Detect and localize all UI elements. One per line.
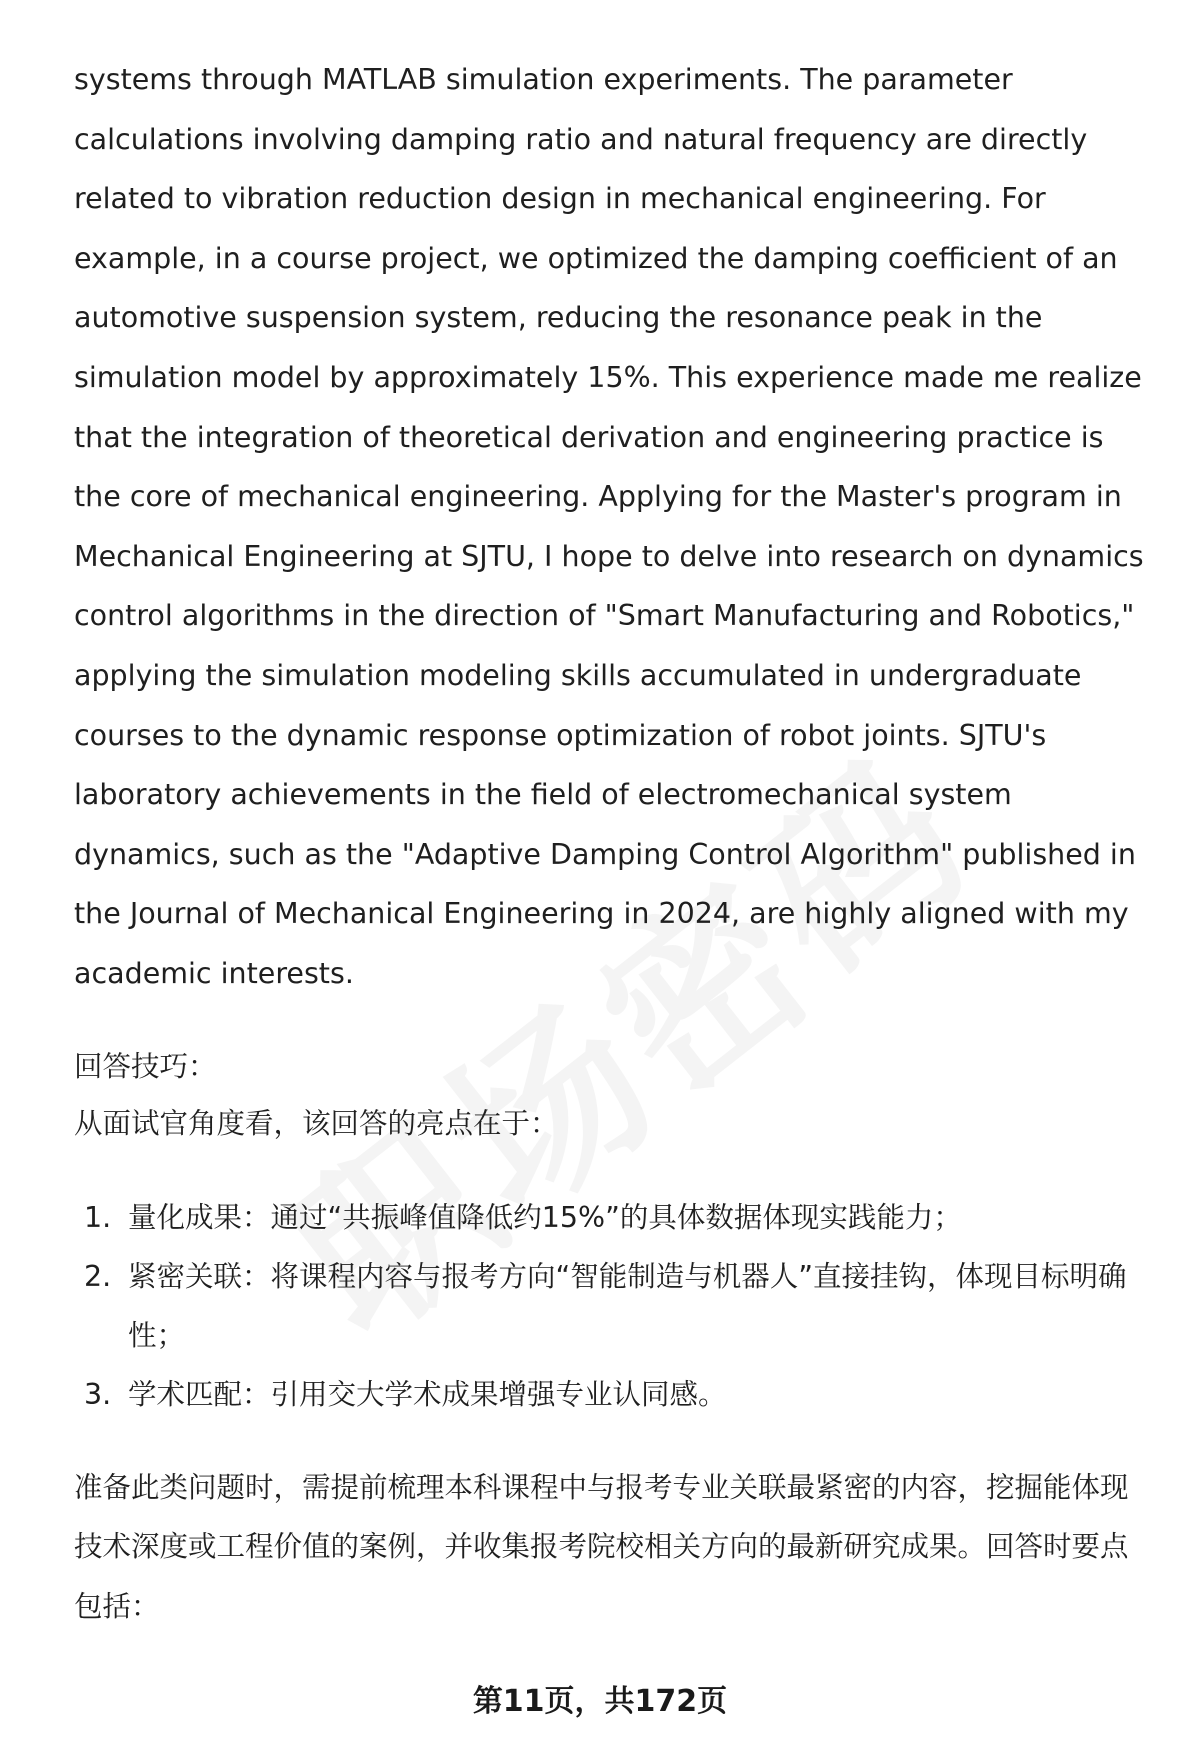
document-page: [74, 50, 1154, 1636]
list-item-text: 紧密关联：将课程内容与报考方向“智能制造与机器人”直接挂钩，体现目标明确性；: [128, 1259, 1127, 1352]
page-number-footer: 第11页，共172页: [472, 1684, 728, 1719]
list-item: [74, 1188, 1154, 1247]
list-item-number: 1.: [84, 1200, 112, 1234]
list-item-text: 量化成果：通过“共振峰值降低约15%”的具体数据体现实践能力；: [128, 1200, 962, 1234]
tips-list: [74, 1188, 1154, 1424]
list-item: [74, 1247, 1154, 1365]
list-item-text: 学术匹配：引用交大学术成果增强专业认同感。: [128, 1377, 727, 1411]
list-item: [74, 1365, 1154, 1424]
list-item-number: 2.: [84, 1259, 112, 1293]
tips-intro: 从面试官角度看，该回答的亮点在于：: [74, 1106, 559, 1140]
tips-title: 回答技巧：: [74, 1049, 217, 1083]
body-paragraph: systems through MATLAB simulation experiments. The parameter calculations involving damping ratio and natural frequency are directly related to vibration reduction design in mechanical engineering. For example, in a course project, we optimized the damping coefficient of an automotive suspension system, reducing the resonance peak in the simulation model by approximately 15%. This experience made me realize that the integration of theoretical derivation and engineering practice is the core of mechanical engineering. Applying for the Master's program in Mechanical Engineering at SJTU, I hope to delve into research on dynamics control algorithms in the direction of "Smart Manufacturing and Robotics," applying the simulation modeling skills accumulated in undergraduate courses to the dynamic response optimization of robot joints. SJTU's laboratory achievements in the field of electromechanical system dynamics, such as the "Adaptive Damping Control Algorithm" published in the Journal of Mechanical Engineering in 2024, are highly aligned with my academic interests.: [74, 63, 1144, 990]
prep-paragraph: 准备此类问题时，需提前梳理本科课程中与报考专业关联最紧密的内容，挖掘能体现技术深度或工程价值的案例，并收集报考院校相关方向的最新研究成果。回答时要点包括：: [74, 1470, 1129, 1623]
list-item-number: 3.: [84, 1377, 112, 1411]
